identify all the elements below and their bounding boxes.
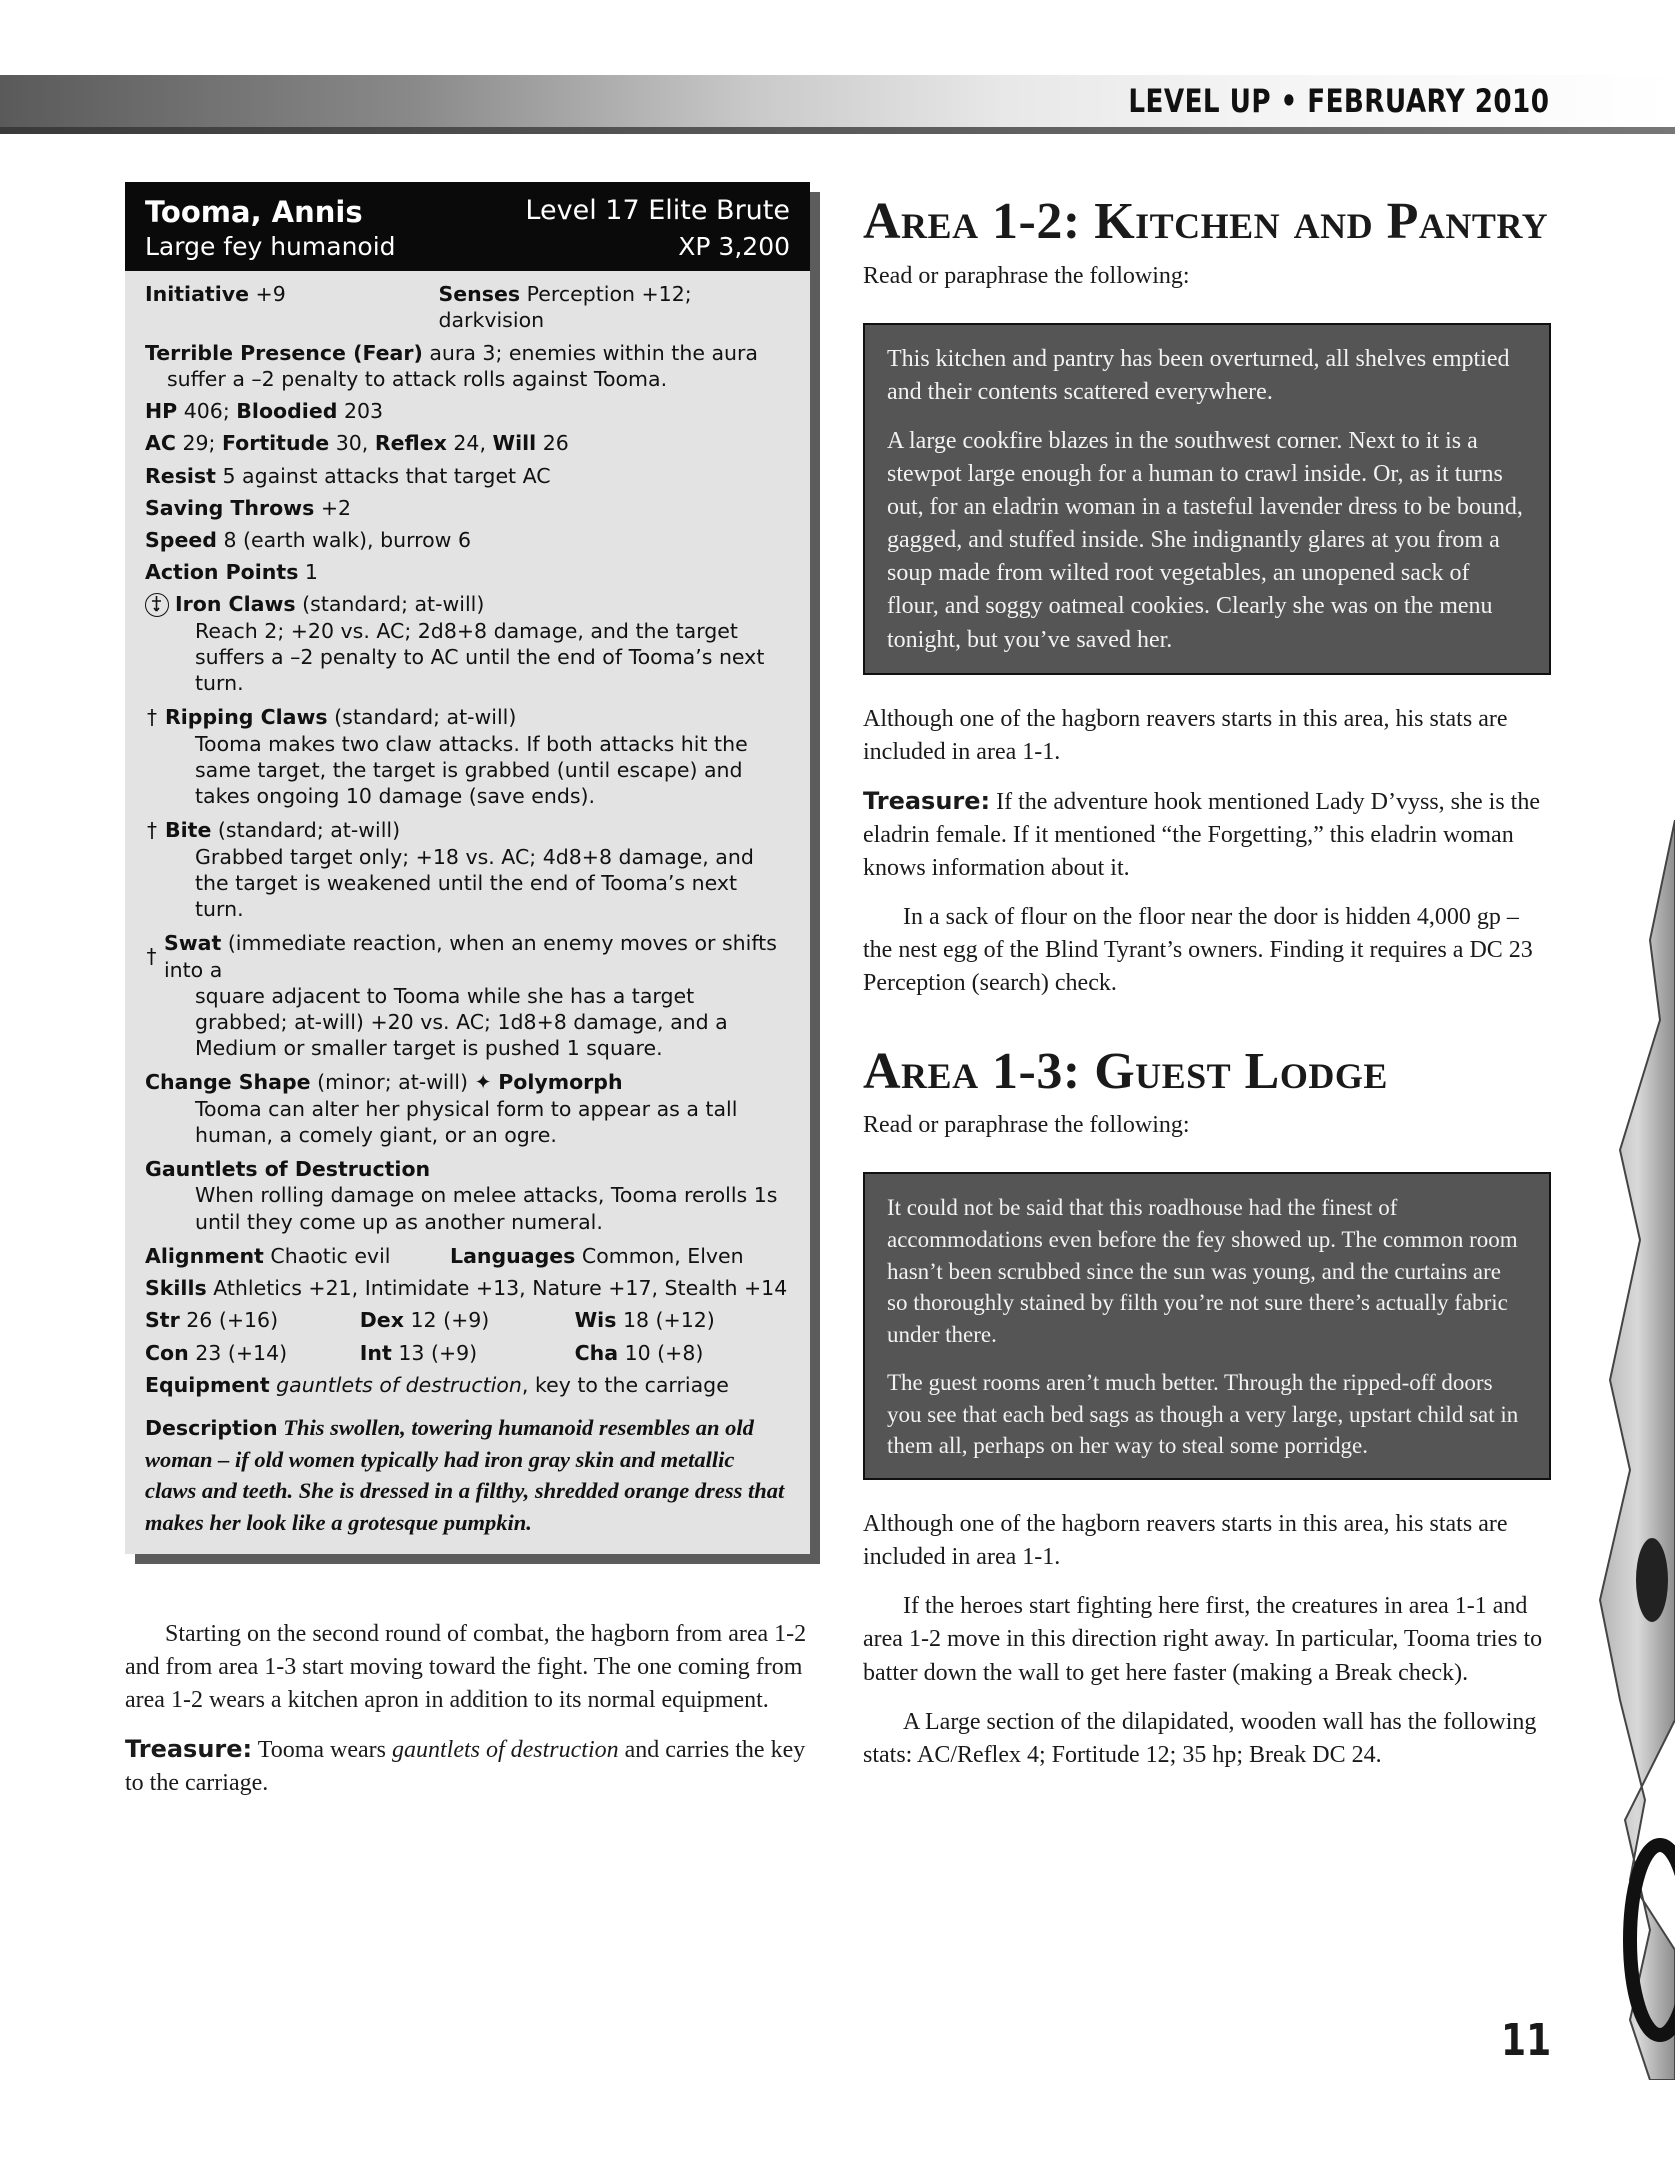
area-1-2-paragraph: In a sack of flour on the floor near the door is hidden 4,000 gp – the nest egg of the Blind Tyrant’s owners. Finding it requires a DC 23 Perception (search) check. xyxy=(863,904,1533,997)
monster-level: Level 17 Elite Brute xyxy=(525,195,790,226)
melee-attack-icon: † xyxy=(146,943,157,968)
treasure-label: Treasure: xyxy=(125,1735,253,1764)
power-usage: (standard; at-will) xyxy=(217,818,401,843)
melee-basic-attack-icon xyxy=(145,593,169,617)
stat-block-body xyxy=(125,271,810,1554)
area-1-2-read-aloud-box xyxy=(863,323,1551,675)
skills-line xyxy=(145,1275,790,1301)
treasure-text: If the adventure hook mentioned Lady D’vyss, she is the eladrin female. If it mentioned “the Forgetting,” this eladrin woman knows information about it. xyxy=(863,788,1540,882)
blade-decoration-icon xyxy=(1590,820,1675,2080)
read-aloud-paragraph: A large cookfire blazes in the southwest corner. Next to it is a stewpot large enough for a human to crawl inside. Or, as it turns out, for an eladrin woman in a tasteful lavender dress to be bound, gagged, and stuffed inside. She indignantly glares at you from a soup made from wilted root vegetables, an unopened sack of flour, and soggy oatmeal cookies. Clearly she was on the menu tonight, but you’ve saved her. xyxy=(887,427,1523,653)
area-1-3-read-aloud-box xyxy=(863,1172,1551,1480)
melee-attack-icon: † xyxy=(147,817,157,842)
alignment-languages-line xyxy=(145,1243,790,1269)
initiative-label: Initiative xyxy=(145,282,250,307)
header-rule xyxy=(0,127,1675,134)
saves-value: +2 xyxy=(320,495,352,520)
power-keyword: Polymorph xyxy=(498,1070,623,1095)
alignment-value: Chaotic evil xyxy=(270,1243,391,1268)
power-name: Change Shape xyxy=(145,1070,311,1095)
power-detail: Tooma makes two claw attacks. If both attacks hit the same target, the target is grabbed (until escape) and takes ongoing 10 damage (save ends). xyxy=(195,731,748,809)
power-ripping-claws xyxy=(145,704,790,809)
equipment-rest: , key to the carriage xyxy=(521,1372,729,1397)
power-change-shape xyxy=(145,1069,790,1148)
power-detail: Reach 2; +20 vs. AC; 2d8+8 damage, and the target suffers a –2 penalty to AC until the end of Tooma’s next turn. xyxy=(195,618,765,696)
power-gauntlets-of-destruction xyxy=(145,1156,790,1235)
fortitude-value: 30, xyxy=(335,431,369,456)
header-title: LEVEL UP • FEBRUARY 2010 xyxy=(1128,82,1549,120)
wis-value: 18 (+12) xyxy=(622,1308,715,1333)
str-value: 26 (+16) xyxy=(186,1308,279,1333)
description-label: Description xyxy=(145,1416,278,1441)
area-1-3-intro: Read or paraphrase the following: xyxy=(863,1112,1190,1139)
resist-line xyxy=(145,463,790,489)
resist-label: Resist xyxy=(145,463,216,488)
saves-label: Saving Throws xyxy=(145,495,315,520)
right-column xyxy=(863,195,1551,1788)
bloodied-value: 203 xyxy=(343,399,384,424)
reflex-label: Reflex xyxy=(374,431,447,456)
monster-type: Large fey humanoid xyxy=(145,232,396,262)
ac-value: 29; xyxy=(182,431,216,456)
area-1-3-paragraph: A Large section of the dilapidated, wooden wall has the following stats: AC/Reflex 4; Fortitude 12; 35 hp; Break DC 24. xyxy=(863,1708,1537,1768)
area-1-3-paragraph: If the heroes start fighting here first, the creatures in area 1-1 and area 1-2 move in this direction right away. In particular, Tooma tries to batter down the wall to get here faster (making a Break check). xyxy=(863,1593,1543,1686)
cha-label: Cha xyxy=(574,1340,619,1365)
left-column-text xyxy=(125,1618,810,1817)
abilities-row-2 xyxy=(145,1340,790,1366)
int-label: Int xyxy=(359,1340,392,1365)
page-number: 11 xyxy=(1500,2015,1551,2066)
defenses-line xyxy=(145,430,790,456)
equipment-line xyxy=(145,1372,790,1398)
cha-value: 10 (+8) xyxy=(624,1340,704,1365)
equipment-item: gauntlets of destruction xyxy=(276,1372,522,1397)
will-value: 26 xyxy=(542,431,569,456)
presence-line xyxy=(145,340,790,392)
read-aloud-paragraph: This kitchen and pantry has been overturned, all shelves emptied and their contents scattered everywhere. xyxy=(887,345,1510,405)
area-1-3-paragraph: Although one of the hagborn reavers starts in this area, his stats are included in area 1-1. xyxy=(863,1511,1508,1571)
stat-block-header xyxy=(125,182,810,271)
languages-value: Common, Elven xyxy=(581,1243,744,1268)
skills-label: Skills xyxy=(145,1276,207,1301)
monster-xp: XP 3,200 xyxy=(678,232,790,262)
hp-line xyxy=(145,398,790,424)
melee-attack-icon: † xyxy=(147,704,157,729)
str-label: Str xyxy=(145,1308,180,1333)
resist-value: 5 against attacks that target AC xyxy=(222,463,551,488)
dex-value: 12 (+9) xyxy=(410,1308,490,1333)
skills-value: Athletics +21, Intimidate +13, Nature +17, Stealth +14 xyxy=(213,1276,788,1301)
int-value: 13 (+9) xyxy=(398,1340,478,1365)
power-detail: Grabbed target only; +18 vs. AC; 4d8+8 damage, and the target is weakened until the end of Tooma’s next turn. xyxy=(195,844,754,922)
power-name: Iron Claws xyxy=(175,592,296,617)
hp-label: HP xyxy=(145,399,178,424)
speed-label: Speed xyxy=(145,527,217,552)
treasure-paragraph xyxy=(125,1733,810,1800)
wis-label: Wis xyxy=(574,1308,617,1333)
power-swat xyxy=(145,930,790,1061)
power-usage: (standard; at-will) xyxy=(334,705,517,730)
description xyxy=(145,1412,790,1538)
power-name: Bite xyxy=(165,818,212,843)
description-text: This swollen, towering humanoid resembles an old woman – if old women typically had iron gray skin and metallic claws and teeth. She is dressed in a filthy, shredded orange dress that makes her look like a grotesque pumpkin. xyxy=(145,1415,785,1535)
equipment-label: Equipment xyxy=(145,1372,270,1397)
alignment-label: Alignment xyxy=(145,1243,264,1268)
hp-value: 406; xyxy=(183,399,230,424)
dex-label: Dex xyxy=(359,1308,404,1333)
con-value: 23 (+14) xyxy=(195,1340,288,1365)
action-points-line xyxy=(145,559,790,585)
power-name: Ripping Claws xyxy=(165,705,328,730)
monster-name: Tooma, Annis xyxy=(145,195,363,229)
con-label: Con xyxy=(145,1340,189,1365)
fortitude-label: Fortitude xyxy=(221,431,330,456)
treasure-pre: Tooma wears xyxy=(257,1737,386,1764)
speed-value: 8 (earth walk), burrow 6 xyxy=(223,527,472,552)
senses-label: Senses xyxy=(438,282,521,307)
power-bite xyxy=(145,817,790,922)
stat-block xyxy=(125,182,810,1554)
area-1-2-treasure xyxy=(863,785,1551,885)
presence-value: aura 3; enemies within the aura suffer a –2 penalty to attack rolls against Tooma. xyxy=(167,340,758,391)
treasure-item: gauntlets of destruction xyxy=(391,1737,619,1764)
power-detail: square adjacent to Tooma while she has a target grabbed; at-will) +20 vs. AC; 1d8+8 damage, and a Medium or smaller target is pushed 1 square. xyxy=(195,983,728,1061)
reflex-value: 24, xyxy=(453,431,486,456)
speed-line xyxy=(145,527,790,553)
treasure-post: and carries the key to the carriage. xyxy=(125,1737,806,1797)
initiative-senses-line xyxy=(145,281,790,333)
action-points-value: 1 xyxy=(304,560,318,585)
presence-label: Terrible Presence (Fear) xyxy=(145,340,423,365)
combat-paragraph: Starting on the second round of combat, the hagborn from area 1-2 and from area 1-3 start moving toward the fight. The one coming from area 1-2 wears a kitchen apron in addition to its normal equipment. xyxy=(125,1621,807,1714)
area-1-2-title: Area 1-2: Kitchen and Pantry xyxy=(863,193,1549,250)
bloodied-label: Bloodied xyxy=(236,399,338,424)
read-aloud-paragraph: It could not be said that this roadhouse had the finest of accommodations even before the fey showed up. The common room hasn’t been scrubbed since the sun was young, and the curtains are so thoroughly stained by filth you’re not sure there’s actually fabric under there. xyxy=(887,1195,1518,1348)
abilities-row-1 xyxy=(145,1307,790,1333)
area-1-2-intro: Read or paraphrase the following: xyxy=(863,262,1190,289)
initiative-value: +9 xyxy=(255,282,286,307)
area-1-2-paragraph: Although one of the hagborn reavers starts in this area, his stats are included in area 1-1. xyxy=(863,705,1508,765)
power-name: Gauntlets of Destruction xyxy=(145,1157,431,1182)
power-name: Swat xyxy=(163,931,222,956)
power-iron-claws xyxy=(145,591,790,696)
power-usage: (standard; at-will) xyxy=(302,592,485,617)
area-1-3-title: Area 1-3: Guest Lodge xyxy=(863,1042,1388,1100)
treasure-label: Treasure: xyxy=(863,786,991,815)
read-aloud-paragraph: The guest rooms aren’t much better. Through the ripped-off doors you see that each bed sags as though a very large, upstart child sat in them all, perhaps on her way to steal some porridge. xyxy=(887,1369,1519,1459)
power-usage: (minor; at-will) ✦ xyxy=(317,1070,492,1095)
senses-value: Perception +12; darkvision xyxy=(438,282,692,333)
action-points-label: Action Points xyxy=(145,560,299,585)
ac-label: AC xyxy=(145,431,176,456)
power-detail: Tooma can alter her physical form to appear as a tall human, a comely giant, or an ogre. xyxy=(195,1096,738,1147)
saves-line xyxy=(145,495,790,521)
power-detail: When rolling damage on melee attacks, Tooma rerolls 1s until they come up as another numeral. xyxy=(195,1183,778,1234)
languages-label: Languages xyxy=(450,1243,576,1268)
will-label: Will xyxy=(492,431,537,456)
power-usage: (immediate reaction, when an enemy moves or shifts into a xyxy=(163,931,777,982)
